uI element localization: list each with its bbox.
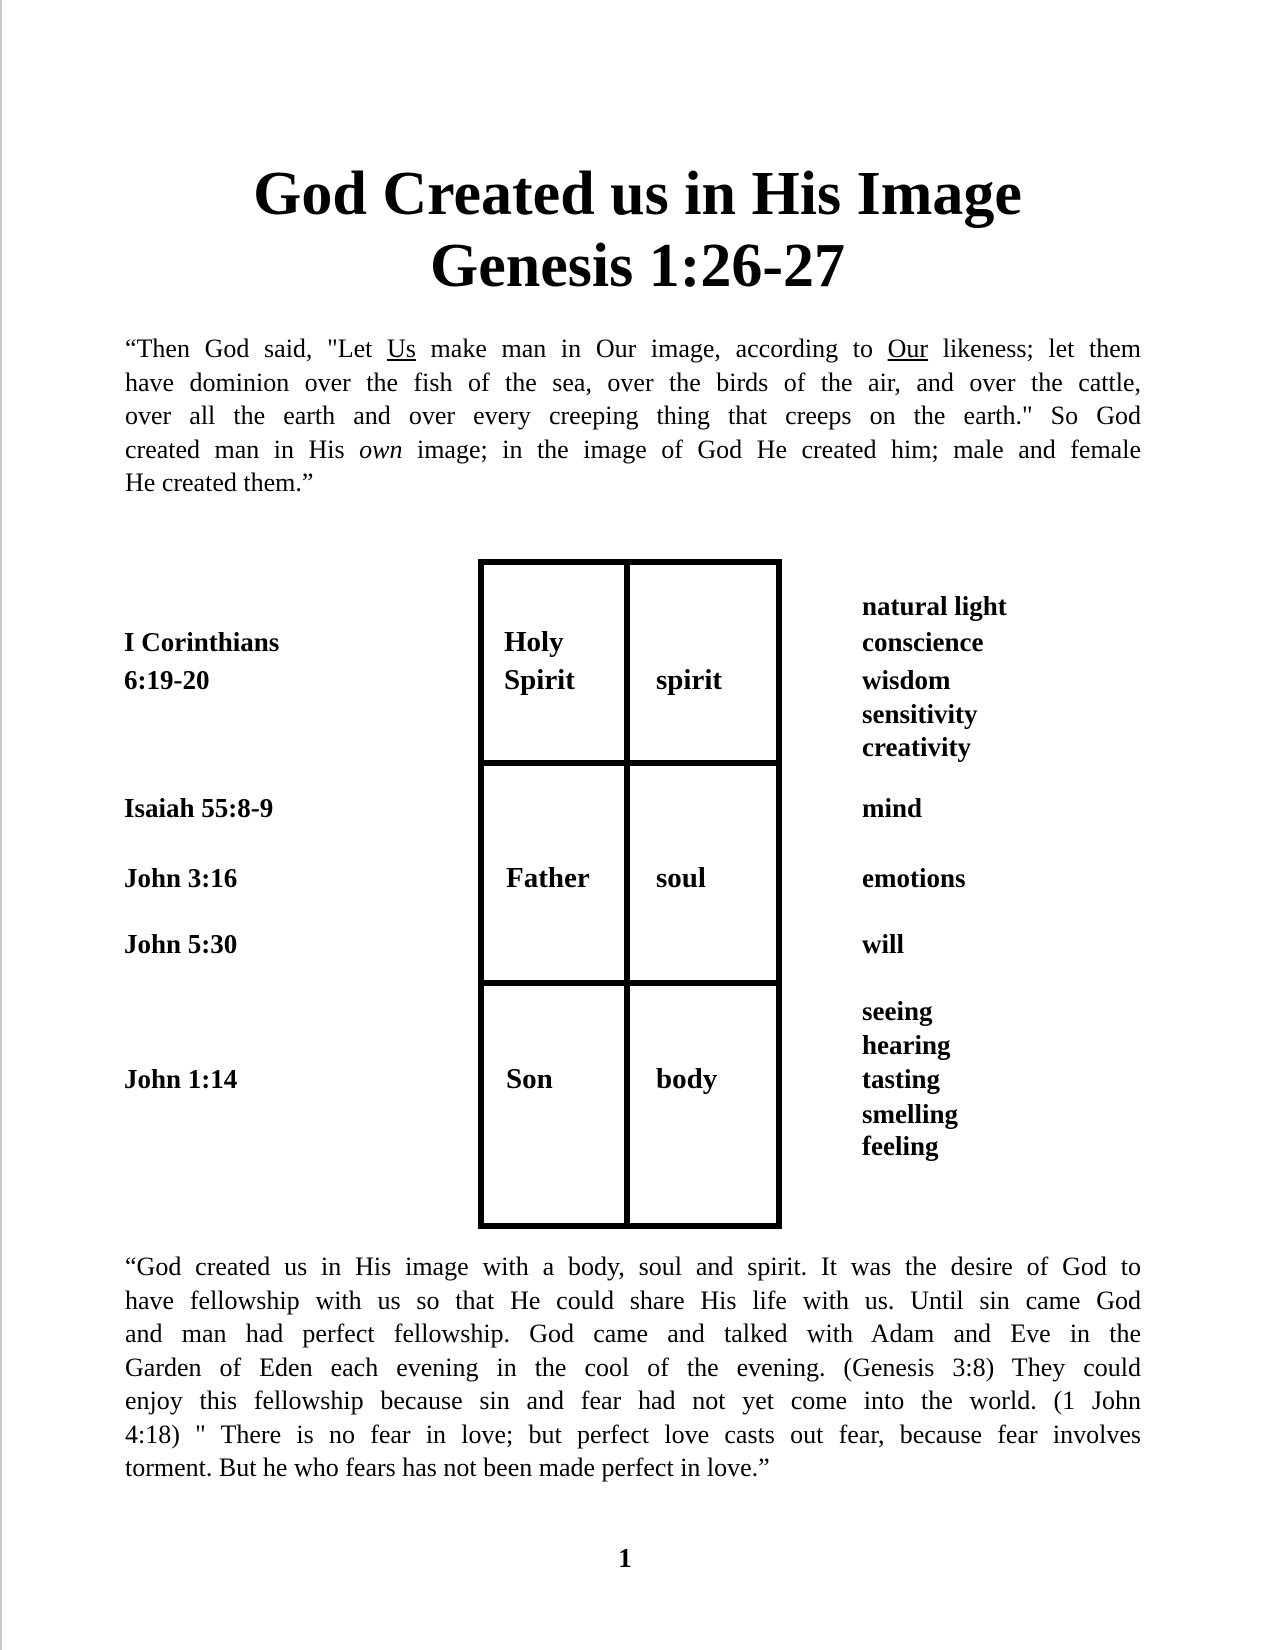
ref-john-3-16: John 3:16: [124, 863, 238, 893]
ref-corinthians-verse: 6:19-20: [124, 665, 210, 695]
genesis-quote: [125, 332, 1141, 500]
quote-line: “Then God said, "Let Us make man in Our image, according to Our likeness; let them: [125, 334, 1141, 363]
paragraph-line: have fellowship with us so that He could share His life with us. Until sin came God: [125, 1285, 1141, 1315]
cell-father: Father: [506, 862, 590, 894]
paragraph-line: and man had perfect fellowship. God came and talked with Adam and Eve in the: [125, 1319, 1141, 1348]
paragraph-line: 4:18) " There is no fear in love; but perfect love casts out fear, because fear involves: [125, 1419, 1141, 1449]
ref-corinthians: I Corinthians: [124, 627, 280, 657]
trait-wisdom: wisdom: [862, 665, 951, 695]
trait-conscience: conscience: [862, 627, 984, 657]
ref-john-1-14: John 1:14: [124, 1064, 238, 1094]
cell-spirit: spirit: [656, 664, 723, 696]
quote-line: created man in His own image; in the image of God He created him; male and female: [125, 434, 1141, 464]
trait-hearing: hearing: [862, 1030, 951, 1060]
trait-tasting: tasting: [862, 1064, 941, 1094]
paragraph-line: “God created us in His image with a body, soul and spirit. It was the desire of God to: [125, 1252, 1141, 1281]
trait-natural-light: natural light: [862, 591, 1007, 621]
grid-column-divider: [624, 559, 630, 1229]
grid-row-divider: [478, 980, 782, 986]
cell-soul: soul: [656, 862, 706, 894]
quote-line: have dominion over the fish of the sea, over the birds of the air, and over the cattle,: [125, 367, 1141, 397]
trait-will: will: [862, 929, 905, 959]
ref-john-5-30: John 5:30: [124, 929, 238, 959]
trait-creativity: creativity: [862, 732, 971, 762]
trait-feeling: feeling: [862, 1131, 939, 1161]
paragraph-line: enjoy this fellowship because sin and fear had not yet come into the world. (1 John: [125, 1386, 1141, 1415]
trait-smelling: smelling: [862, 1099, 959, 1129]
trait-emotions: emotions: [862, 863, 966, 893]
paragraph-line: torment. But he who fears has not been made perfect in love.”: [125, 1453, 770, 1482]
quote-line: over all the earth and over every creeping thing that creeps on the earth." So God: [125, 401, 1141, 430]
ref-isaiah: Isaiah 55:8-9: [124, 793, 274, 823]
grid-row-divider: [478, 760, 782, 766]
page-subtitle: Genesis 1:26-27: [429, 232, 846, 300]
page-number: 1: [618, 1543, 632, 1573]
cell-holy-spirit: Spirit: [504, 664, 575, 696]
page-title: God Created us in His Image: [253, 160, 1022, 228]
trait-seeing: seeing: [862, 996, 933, 1026]
cell-son: Son: [506, 1063, 553, 1095]
trinity-grid: [478, 559, 782, 1229]
own-italic: own: [359, 434, 403, 464]
trait-mind: mind: [862, 793, 923, 823]
us-underlined: Us: [387, 334, 416, 363]
cell-body: body: [656, 1063, 718, 1095]
fellowship-paragraph: [125, 1250, 1141, 1485]
quote-line: He created them.”: [125, 468, 314, 497]
paragraph-line: Garden of Eden each evening in the cool of the evening. (Genesis 3:8) They could: [125, 1352, 1141, 1382]
our-underlined: Our: [887, 334, 929, 363]
cell-holy: Holy: [504, 626, 564, 658]
trait-sensitivity: sensitivity: [862, 699, 978, 729]
